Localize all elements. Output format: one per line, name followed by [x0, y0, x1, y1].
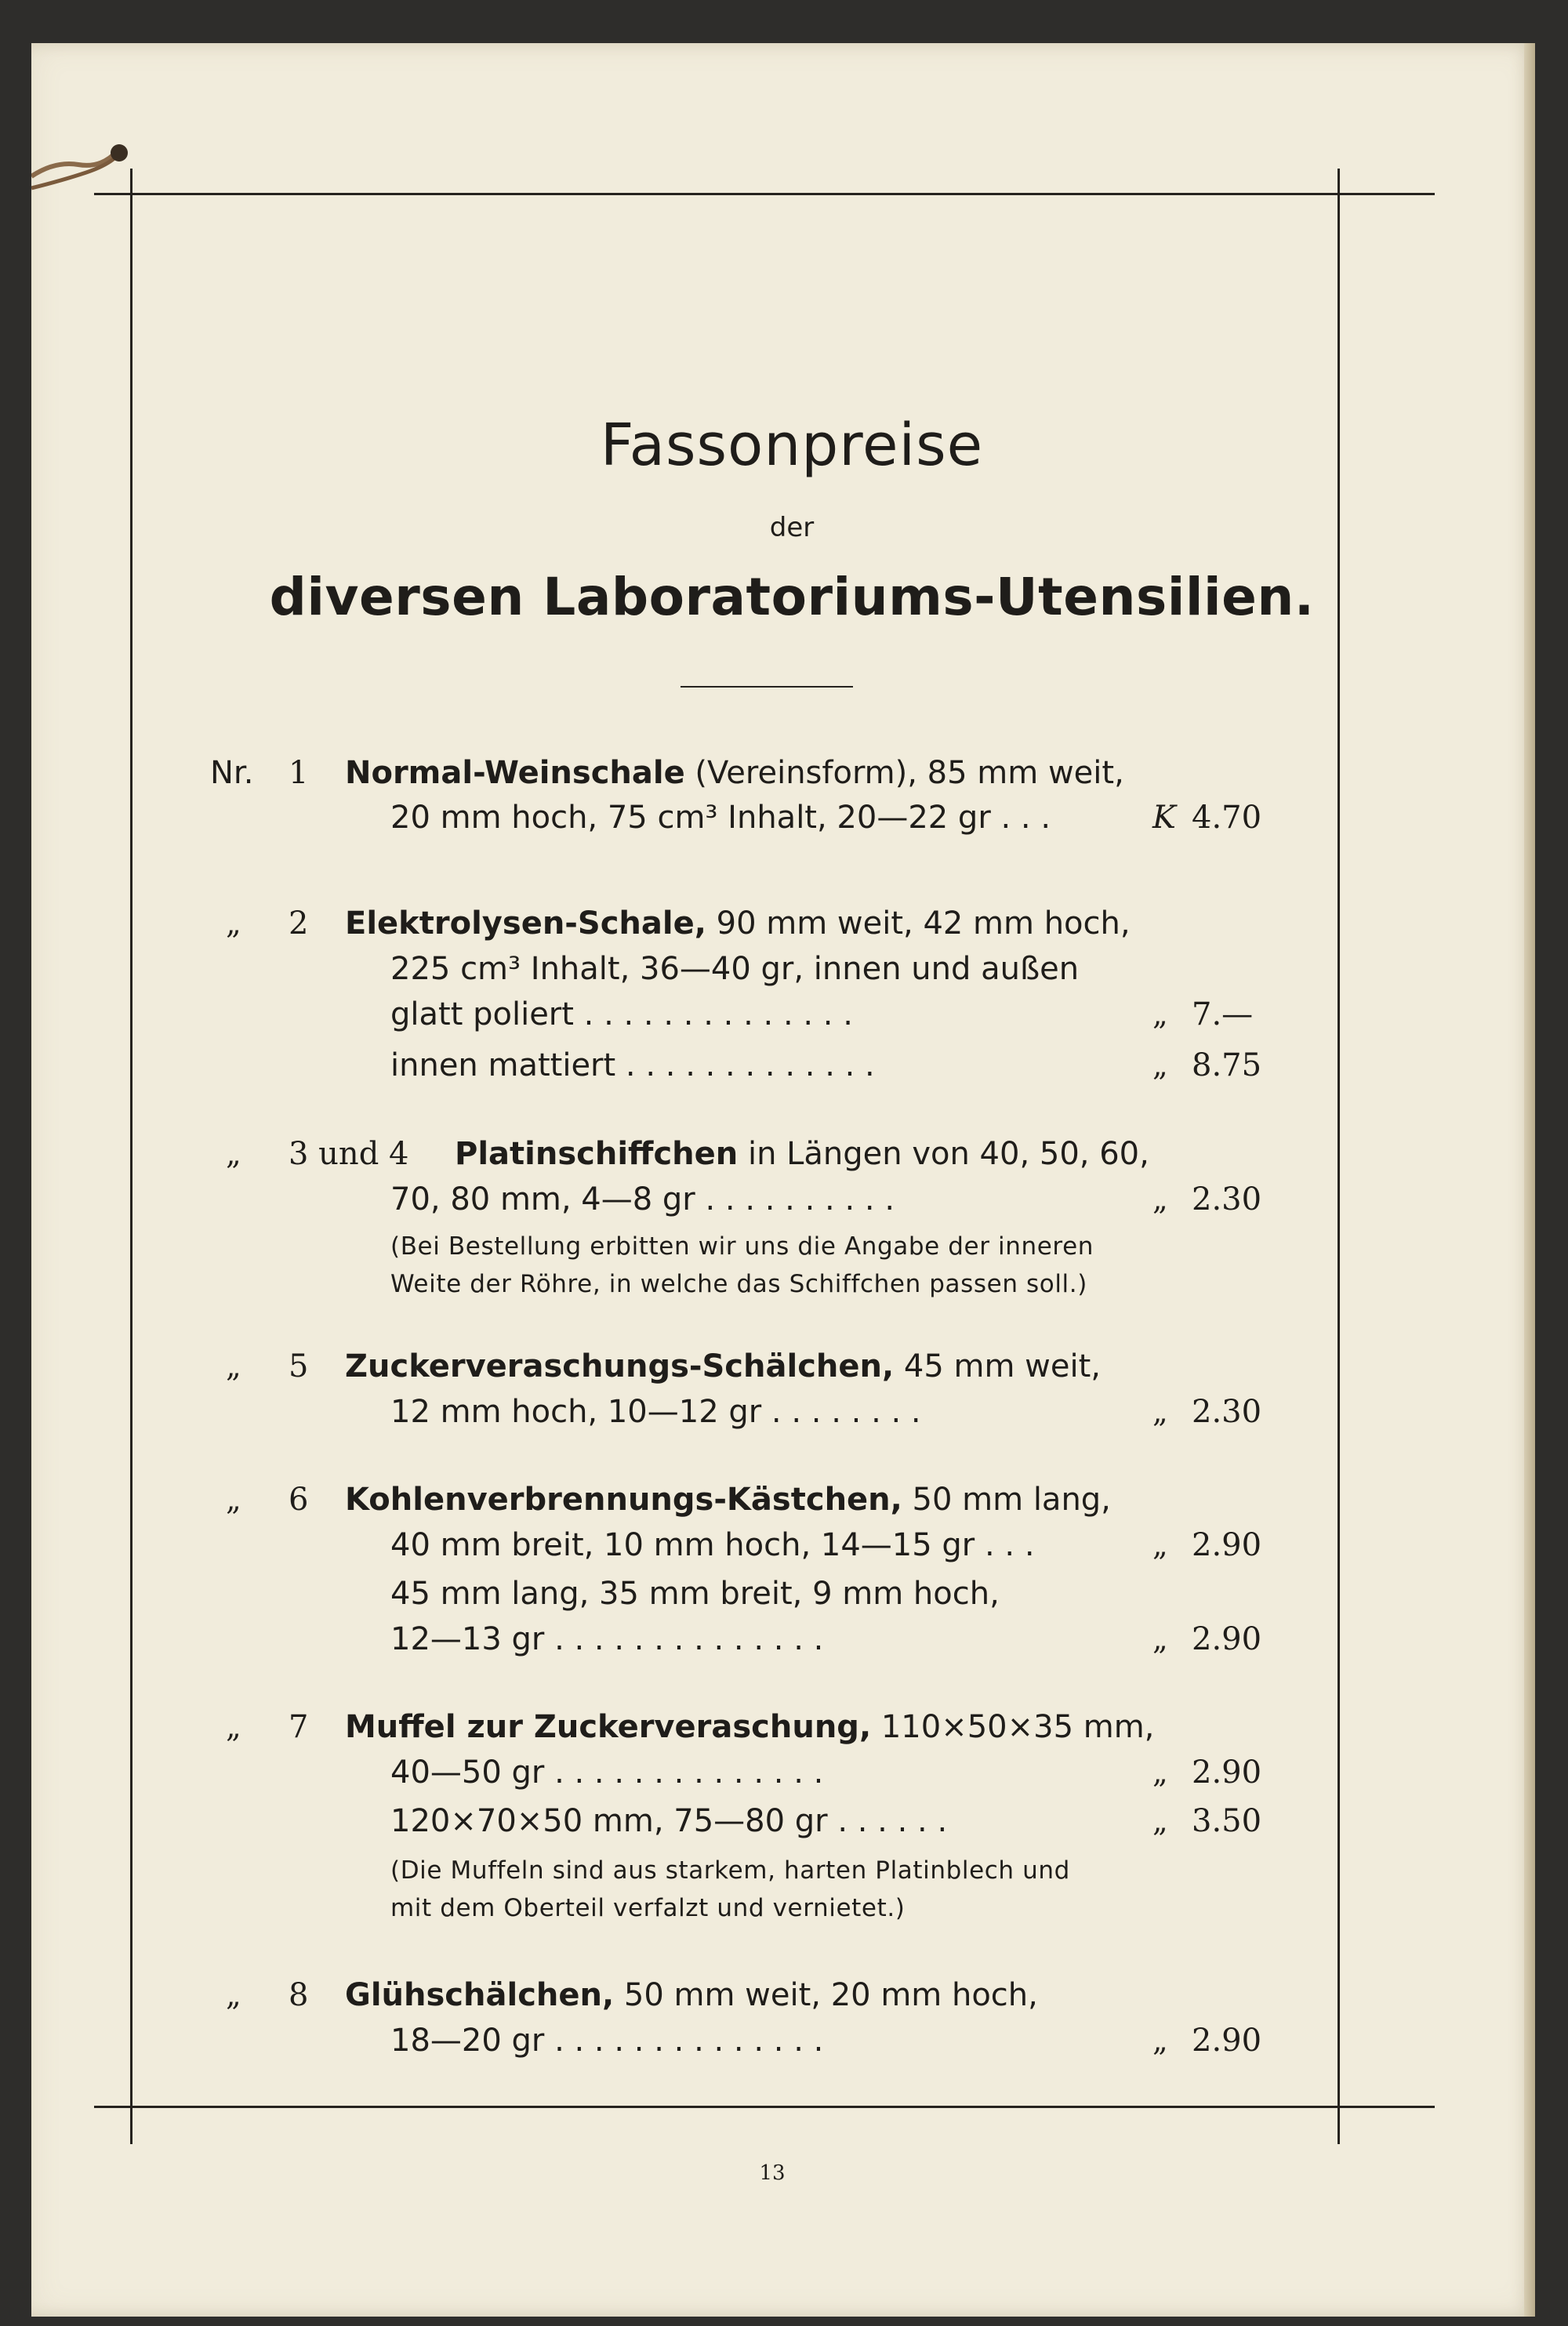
- item-8-number: 8: [289, 1977, 309, 2013]
- ditto-mark: „: [1152, 1182, 1168, 1217]
- item-8-price: 2.90: [1192, 2023, 1262, 2059]
- ditto-mark: „: [226, 1137, 241, 1171]
- item-3-note-1: (Bei Bestellung erbitten wir uns die Angabe der inneren: [390, 1232, 1094, 1261]
- item-1-title: [345, 751, 1124, 795]
- page-subtitle: diversen Laboratoriums-Utensilien.: [269, 567, 1315, 627]
- item-2-number: 2: [289, 905, 309, 942]
- item-1-desc-2: 20 mm hoch, 75 cm³ Inhalt, 20—22 gr . . .: [390, 800, 1051, 836]
- ditto-mark: „: [226, 1710, 241, 1744]
- item-3-number: 3 und 4: [289, 1136, 409, 1172]
- ditto-mark: „: [226, 1482, 241, 1517]
- book-page: [31, 43, 1535, 2317]
- item-6-desc-1: 50 mm lang,: [902, 1482, 1111, 1518]
- item-1-desc-1: (Vereinsform), 85 mm weit,: [684, 755, 1124, 791]
- item-3-desc-1: in Längen von 40, 50, 60,: [738, 1136, 1149, 1172]
- frame-top: [94, 193, 1435, 195]
- item-3-price: 2.30: [1192, 1181, 1262, 1217]
- item-7-desc-1: 110×50×35 mm,: [871, 1709, 1155, 1745]
- item-6-desc-2: 40 mm breit, 10 mm hoch, 14—15 gr . . .: [390, 1527, 1035, 1563]
- item-5-desc-1: 45 mm weit,: [894, 1348, 1101, 1384]
- ditto-mark: „: [226, 1978, 241, 2012]
- ditto-mark: „: [226, 906, 241, 941]
- item-2-title: [345, 902, 1131, 945]
- item-2-price-matte: 8.75: [1192, 1047, 1262, 1083]
- ditto-mark: „: [226, 1349, 241, 1384]
- item-2-desc-1: 90 mm weit, 42 mm hoch,: [706, 905, 1131, 942]
- item-3-name: Platinschiffchen: [455, 1136, 739, 1172]
- item-2-name: Elektrolysen-Schale,: [345, 905, 706, 942]
- item-6-price-2: 2.90: [1192, 1621, 1262, 1657]
- item-6-number: 6: [289, 1482, 309, 1518]
- item-8-desc-1: 50 mm weit, 20 mm hoch,: [614, 1977, 1038, 2013]
- ditto-mark: „: [1152, 1048, 1168, 1083]
- item-6-desc-4: 12—13 gr . . . . . . . . . . . . . .: [390, 1621, 824, 1657]
- item-2-price-polished: 7.—: [1192, 996, 1254, 1032]
- item-8-desc-2: 18—20 gr . . . . . . . . . . . . . .: [390, 2023, 824, 2059]
- item-1-name: Normal-Weinschale: [345, 755, 685, 791]
- item-2-desc-3: glatt poliert . . . . . . . . . . . . . .: [390, 996, 853, 1032]
- ditto-mark: „: [1152, 997, 1168, 1032]
- item-5-price: 2.30: [1192, 1394, 1262, 1430]
- ditto-mark: „: [1152, 1755, 1168, 1790]
- title-connector: der: [769, 512, 815, 543]
- page-number: 13: [759, 2161, 786, 2185]
- item-6-title: [345, 1478, 1111, 1522]
- currency-label: K: [1152, 800, 1176, 836]
- item-5-title: [345, 1344, 1101, 1388]
- page-edge: [1524, 43, 1535, 2317]
- item-5-number: 5: [289, 1348, 309, 1384]
- item-7-number: 7: [289, 1709, 309, 1745]
- item-1-number: 1: [289, 755, 309, 791]
- frame-bottom: [94, 2106, 1435, 2108]
- item-6-name: Kohlenverbrennungs-Kästchen,: [345, 1482, 902, 1518]
- item-6-price-1: 2.90: [1192, 1527, 1262, 1563]
- item-2-desc-4: innen mattiert . . . . . . . . . . . . .: [390, 1047, 875, 1083]
- item-6-desc-3: 45 mm lang, 35 mm breit, 9 mm hoch,: [390, 1576, 1000, 1612]
- item-7-name: Muffel zur Zuckerveraschung,: [345, 1709, 872, 1745]
- item-7-desc-3: 120×70×50 mm, 75—80 gr . . . . . .: [390, 1803, 948, 1839]
- ditto-mark: „: [1152, 1622, 1168, 1657]
- item-7-desc-2: 40—50 gr . . . . . . . . . . . . . .: [390, 1754, 824, 1791]
- item-3-title: [455, 1132, 1149, 1176]
- nr-label: Nr.: [210, 755, 254, 791]
- title-rule: [681, 686, 853, 688]
- ditto-mark: „: [1152, 1528, 1168, 1562]
- ditto-mark: „: [1152, 2023, 1168, 2058]
- ditto-mark: „: [1152, 1395, 1168, 1429]
- item-3-desc-2: 70, 80 mm, 4—8 gr . . . . . . . . . .: [390, 1181, 895, 1217]
- item-8-title: [345, 1973, 1038, 2017]
- item-8-name: Glühschälchen,: [345, 1977, 615, 2013]
- item-7-title: [345, 1705, 1154, 1749]
- item-5-desc-2: 12 mm hoch, 10—12 gr . . . . . . . .: [390, 1394, 921, 1430]
- item-3-note-2: Weite der Röhre, in welche das Schiffchen passen soll.): [390, 1270, 1087, 1298]
- page-title: Fassonpreise: [600, 412, 984, 479]
- item-5-name: Zuckerveraschungs-Schälchen,: [345, 1348, 895, 1384]
- item-1-price: 4.70: [1192, 800, 1262, 836]
- ditto-mark: „: [1152, 1804, 1168, 1838]
- item-7-price-2: 3.50: [1192, 1803, 1262, 1839]
- item-2-desc-2: 225 cm³ Inhalt, 36—40 gr, innen und außen: [390, 951, 1080, 987]
- item-7-note-1: (Die Muffeln sind aus starkem, harten Platinblech und: [390, 1856, 1070, 1885]
- item-7-price-1: 2.90: [1192, 1754, 1262, 1791]
- item-1-line-1: [210, 751, 253, 795]
- item-7-note-2: mit dem Oberteil verfalzt und vernietet.): [390, 1894, 906, 1922]
